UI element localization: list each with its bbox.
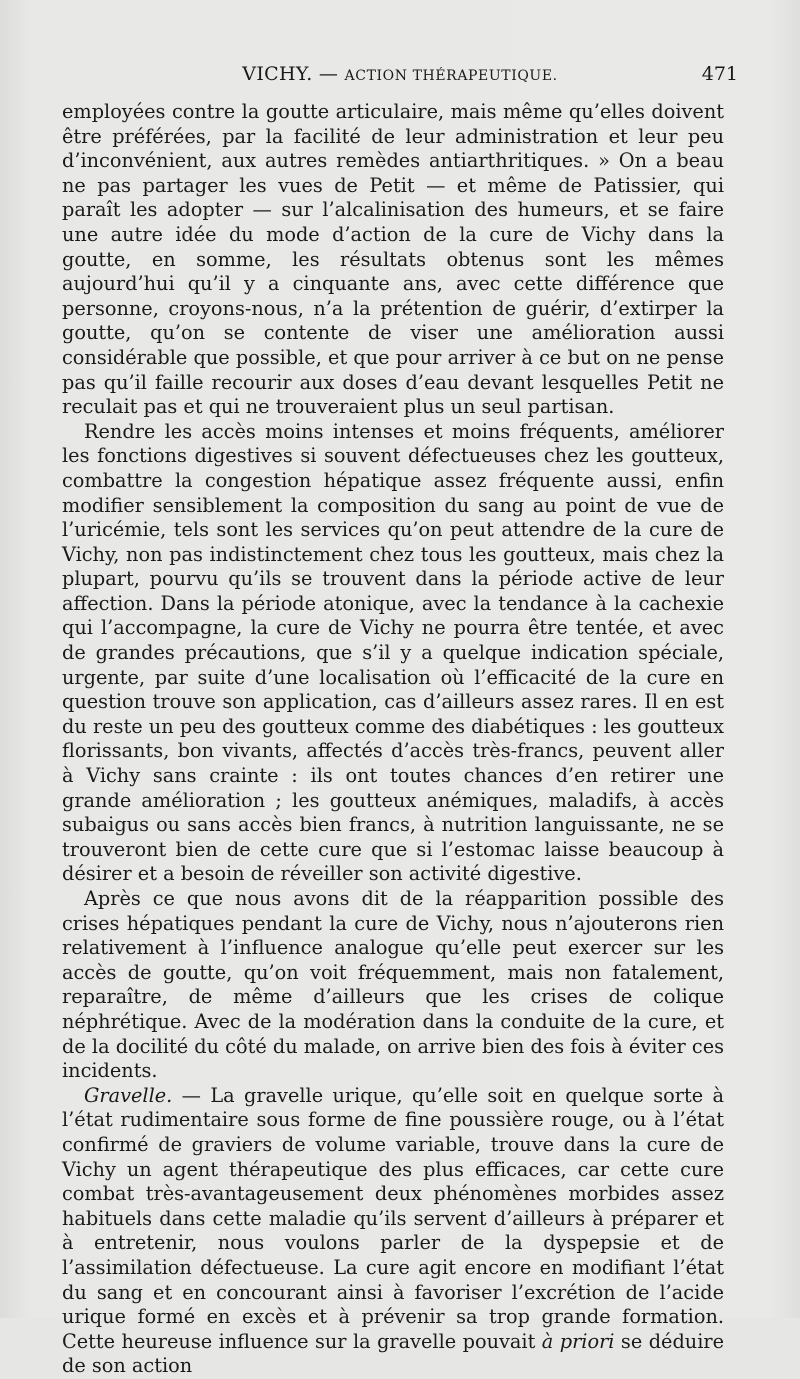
paragraph-text: — La gravelle urique, qu’elle soit en quelque sorte à l’état rudimentaire sous forme de fine poussière rouge, ou à l’état confirmé de graviers de volume variable, trouve dans la cure de Vichy un agent thérapeutique des plus efficaces, car cette cure combat très-avantageusement deux phénomènes morbides assez habituels dans cette maladie qu’ils servent d’ailleurs à préparer et à entretenir, nous voulons parler de la dyspepsie et de l’assimilation défectueuse. La cure agit encore en modifiant l’état du sang et en concourant ainsi à favoriser l’excrétion de l’acide urique formé en excès et à prévenir sa trop grande formation. Cette heureuse influence sur la gravelle pouvait xyxy=(62,1083,724,1353)
running-title-section: ACTION THÉRAPEUTIQUE. xyxy=(344,68,558,84)
paragraph: employées contre la goutte articulaire, mais même qu’elles doivent être préférées, par la facilité de leur administration et leur peu d’inconvénient, aux autres remèdes antiarthritiques. » On a beau ne pas partager les vues de Petit — et même de Patissier, qui paraît les adopter — sur l’alcalinisation des humeurs, et se faire une autre idée du mode d’action de la cure de Vichy dans la goutte, en somme, les résultats obtenus sont les mêmes aujourd’hui qu’il y a cinquante ans, avec cette différence que personne, croyons-nous, n’a la prétention de guérir, d’extirper la goutte, qu’on se contente de viser une amélioration aussi considérable que possible, et que pour arriver à ce but on ne pense pas qu’il faille recourir aux doses d’eau devant lesquelles Petit ne reculait pas et qui ne trouveraient plus un seul partisan. xyxy=(62,100,724,419)
paragraph: Rendre les accès moins intenses et moins fréquents, améliorer les fonctions digestives si souvent défectueuses chez les goutteux, combattre la congestion hépatique assez fréquente aussi, enfin modifier sensiblement la composition du sang au point de vue de l’uricémie, tels sont les services qu’on peut attendre de la cure de Vichy, non pas indistinctement chez tous les goutteux, mais chez la plupart, pourvu qu’ils se trouvent dans la période active de leur affection. Dans la période atonique, avec la tendance à la cachexie qui l’accompagne, la cure de Vichy ne pourra être tentée, et avec de grandes précautions, que s’il y a quelque indication spéciale, urgente, par suite d’une localisation où l’efficacité de la cure en question trouve son application, cas d’ailleurs assez rares. Il en est du reste un peu des goutteux comme des diabétiques : les goutteux florissants, bon vivants, affectés d’accès très-francs, peuvent aller à Vichy sans crainte : ils ont toutes chances d’en retirer une grande amélioration ; les goutteux anémiques, maladifs, à accès subaigus ou sans accès bien francs, à nutrition languissante, ne se trouveront bien de cette cure que si l’estomac laisse beaucoup à désirer et a besoin de réveiller son activité digestive. xyxy=(62,419,724,886)
paragraph-gravelle xyxy=(62,1084,724,1379)
italic-phrase: à priori xyxy=(541,1329,615,1353)
runin-heading: Gravelle. xyxy=(84,1083,173,1107)
paragraph: Après ce que nous avons dit de la réapparition possible des crises hépatiques pendant la cure de Vichy, nous n’ajouterons rien relativement à l’influence analogue qu’elle peut exercer sur les accès de goutte, qu’on voit fréquemment, mais non fatalement, reparaître, de même d’ailleurs que les crises de colique néphrétique. Avec de la modération dans la conduite de la cure, et de la docilité du côté du malade, on arrive bien des fois à éviter ces incidents. xyxy=(62,887,724,1083)
running-title-main: VICHY. — xyxy=(242,63,339,85)
running-title xyxy=(62,63,738,85)
paragraph-tail: se déduire de son action xyxy=(62,1329,725,1378)
running-head xyxy=(62,63,738,93)
body-text xyxy=(62,100,724,1379)
page-number: 471 xyxy=(701,63,738,85)
